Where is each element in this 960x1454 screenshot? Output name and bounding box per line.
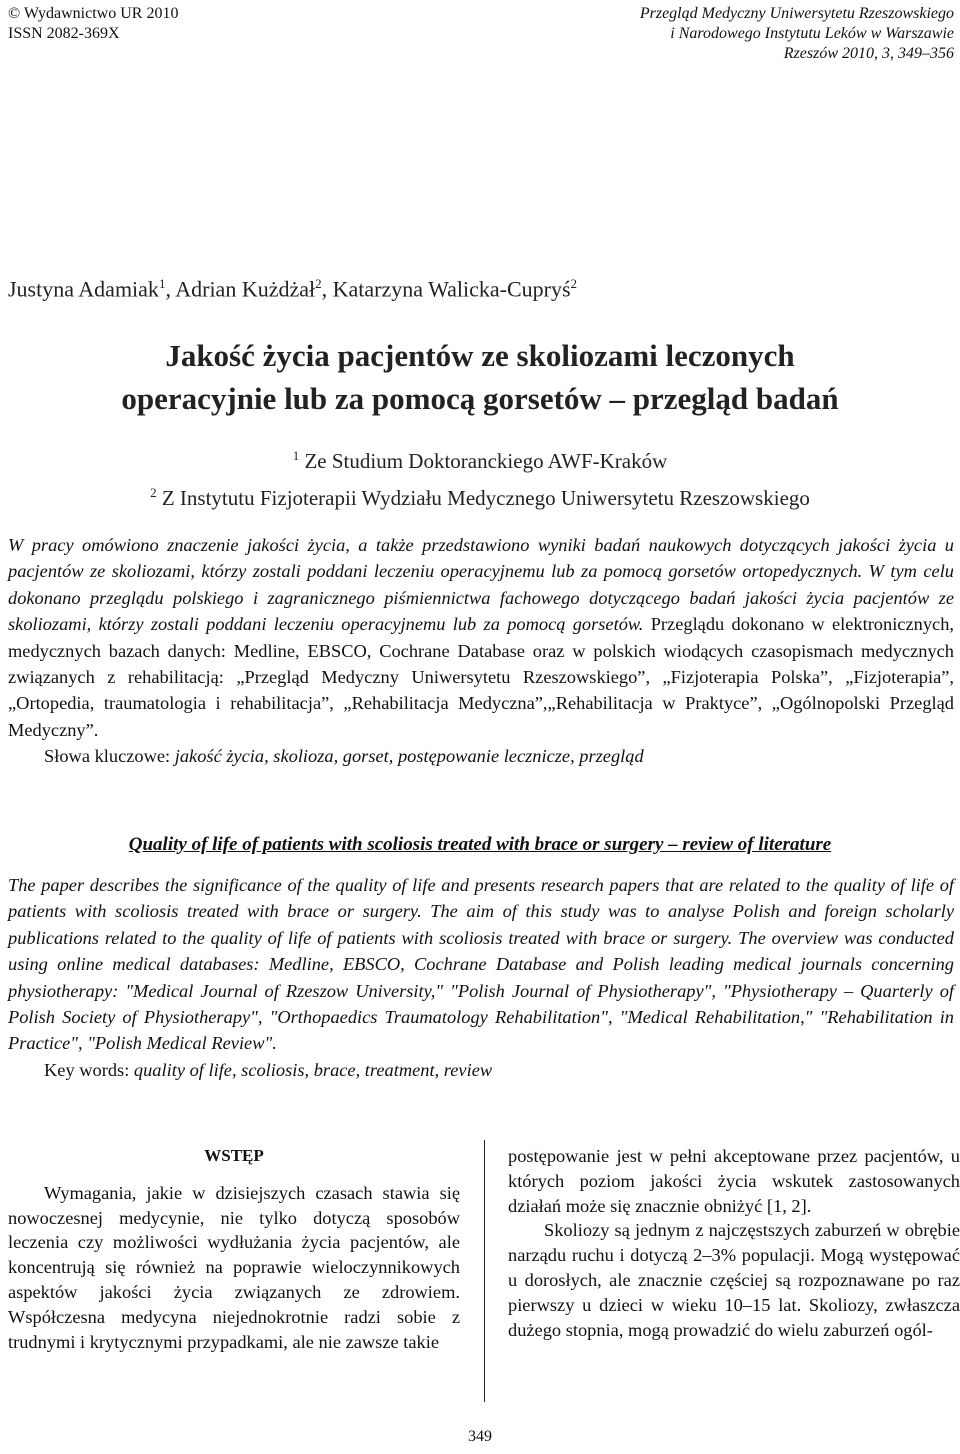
affiliation-line bbox=[0, 477, 960, 514]
journal-header-left bbox=[8, 4, 178, 44]
keywords-values: jakość życia, skolioza, gorset, postępowanie lecznicze, przegląd bbox=[174, 746, 644, 767]
body-paragraph: Wymagania, jakie w dzisiejszych czasach stawia się nowoczesnej medycynie, nie tylko dotyczą sposobów leczenia czy możliwości wydłużania życia pacjentów, ale koncentrują się również na poprawie wieloczynnikowych aspektów jakości życia związanych ze zdrowiem. Współczesna medycyna niejednokrotnie radzi sobie z trudnymi i krytycznymi przypadkami, ale nie zawsze takie bbox=[8, 1182, 460, 1352]
journal-issue-line: Rzeszów 2010, 3, 349–356 bbox=[783, 45, 954, 62]
author-affiliation-mark: 2 bbox=[315, 276, 322, 291]
keywords-values: quality of life, scoliosis, brace, treatment, review bbox=[133, 1059, 493, 1080]
column-divider bbox=[484, 1140, 485, 1402]
abstract-polish bbox=[8, 532, 954, 770]
page-number: 349 bbox=[468, 1428, 492, 1445]
affiliation-mark: 1 bbox=[292, 448, 300, 463]
body-paragraph: postępowanie jest w pełni akceptowane przez pacjentów, u których poziom jakości życia wskutek zastosowanych działań może się znacznie obniżyć [1, 2]. bbox=[508, 1146, 960, 1216]
abstract-english bbox=[8, 872, 954, 1083]
affiliation-text: Ze Studium Doktoranckiego AWF-Kraków bbox=[299, 449, 668, 473]
paper-title bbox=[0, 334, 960, 420]
keywords-polish bbox=[8, 743, 954, 769]
paper-title-line: operacyjnie lub za pomocą gorsetów – przegląd badań bbox=[121, 381, 839, 416]
issn-line: ISSN 2082-369X bbox=[8, 25, 120, 42]
body-column-left bbox=[8, 1144, 460, 1354]
author-affiliation-mark: 2 bbox=[570, 276, 578, 291]
author-name: Justyna Adamiak bbox=[8, 276, 159, 302]
publisher-line: © Wydawnictwo UR 2010 bbox=[8, 5, 179, 22]
affiliation-text: Z Instytutu Fizjoterapii Wydziału Medycznego Uniwersytetu Rzeszowskiego bbox=[156, 486, 810, 510]
body-column-right bbox=[508, 1144, 960, 1342]
journal-name-line1: Przegląd Medyczny Uniwersytetu Rzeszowskiego bbox=[639, 5, 954, 22]
body-paragraph: Skoliozy są jednym z najczęstszych zaburzeń w obrębie narządu ruchu i dotyczą 2–3% populacji. Mogą występować u dorosłych, ale znacznie częściej są rozpoznawane po raz pierwszy u dzieci w wieku 10–15 lat. Skoliozy, zwłaszcza dużego stopnia, mogą prowadzić do wielu zaburzeń ogól- bbox=[508, 1220, 960, 1340]
affiliation-line bbox=[0, 440, 960, 477]
journal-name-line2: i Narodowego Instytutu Leków w Warszawie bbox=[670, 25, 954, 42]
english-title: Quality of life of patients with scoliosis treated with brace or surgery – review of literature bbox=[128, 834, 832, 855]
affiliation-mark: 2 bbox=[150, 485, 157, 500]
abstract-polish-italic: W pracy omówiono znaczenie jakości życia, a także przedstawiono wyniki badań naukowych dotyczących jakości życia u pacjentów ze skoliozami, którzy zostali poddani leczeniu operacyjnemu lub za pomocą gorsetów ortopedycznych. W tym celu dokonano przeglądu polskiego i zagranicznego piśmiennictwa fachowego dotyczącego badań jakości życia pacjentów ze skoliozami, którzy zostali poddani leczeniu operacyjnemu lub za pomocą gorsetów. bbox=[8, 535, 954, 635]
journal-header-right bbox=[640, 4, 954, 64]
abstract-english-text: The paper describes the significance of the quality of life and presents research papers that are related to the quality of life of patients with scoliosis treated with brace or surgery. The aim of this study was to analyse Polish and foreign scholarly publications related to the quality of life of patients with scoliosis treated with brace or surgery. The overview was conducted using online medical databases: Medline, EBSCO, Cochrane Database and Polish leading medical journals concerning physiotherapy: "Medical Journal of Rzeszow University," "Polish Journal of Physiotherapy", "Physiotherapy – Quarterly of Polish Society of Physiotherapy", "Orthopaedics Traumatology Rehabilitation", "Medical Rehabilitation," "Rehabilitation in Practice", "Polish Medical Review". bbox=[8, 875, 954, 1054]
author-name: , Adrian Kużdżał bbox=[165, 276, 316, 302]
author-name: , Katarzyna Walicka-Cupryś bbox=[321, 276, 571, 302]
paper-title-line: Jakość życia pacjentów ze skoliozami leczonych bbox=[165, 338, 795, 373]
keywords-label: Key words: bbox=[44, 1059, 134, 1080]
author-affiliation-mark: 1 bbox=[158, 276, 166, 291]
abstract-polish-regular: Przeglądu dokonano w elektronicznych, medycznych bazach danych: Medline, EBSCO, Cochrane Database oraz w polskich wiodących czasopismach medycznych związanych z rehabilitacją: „Przegląd Medyczny Uniwersytetu Rzeszowskiego”, „Fizjoterapia Polska”, „Fizjoterapia”, „Ortopedia, traumatologia i rehabilitacja”, „Rehabilitacja Medyczna”,„Rehabilitacja w Praktyce”, „Ogólnopolski Przegląd Medyczny”. bbox=[8, 614, 954, 740]
affiliations bbox=[0, 440, 960, 514]
keywords-english bbox=[8, 1057, 954, 1083]
section-heading: WSTĘP bbox=[204, 1146, 264, 1165]
keywords-label: Słowa kluczowe: bbox=[44, 746, 175, 767]
author-list bbox=[8, 276, 577, 302]
